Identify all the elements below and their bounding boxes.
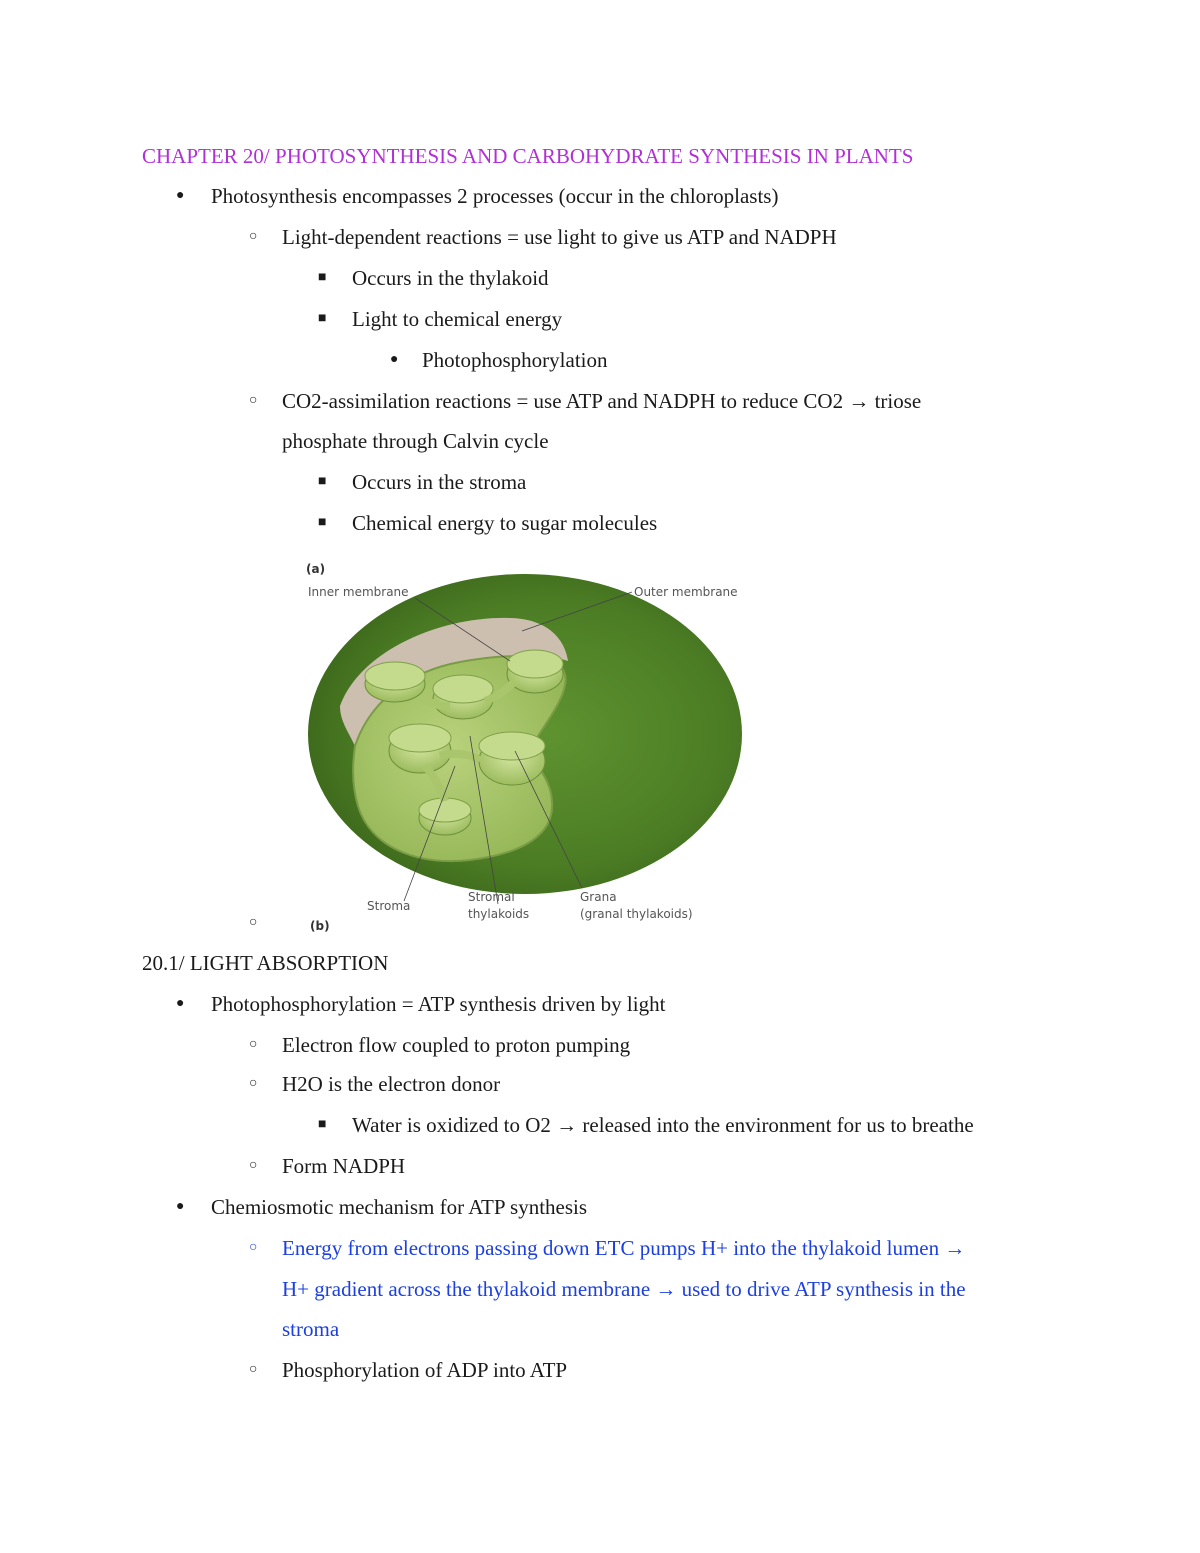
bullet-square: ■: [318, 311, 327, 326]
list-item: Occurs in the stroma: [352, 470, 527, 494]
bullet-circle: ○: [249, 1240, 258, 1255]
list-item: Photosynthesis encompasses 2 processes (occur in the chloroplasts): [211, 184, 779, 208]
chloroplast-figure: [300, 556, 750, 936]
stromal-thylakoids-label: Stromal: [468, 890, 515, 904]
bullet-circle: ○: [249, 1076, 258, 1091]
list-item: Electron flow coupled to proton pumping: [282, 1033, 631, 1057]
bullet-square: ■: [318, 515, 327, 530]
grana-label: Grana: [580, 890, 617, 904]
list-item: Light to chemical energy: [352, 307, 563, 331]
list-item: Occurs in the thylakoid: [352, 266, 549, 290]
list-item: Photophosphorylation: [422, 348, 608, 372]
list-item: Water is oxidized to O2 → released into the environment for us to breathe: [352, 1113, 974, 1137]
list-item: Phosphorylation of ADP into ATP: [282, 1358, 568, 1382]
bullet-circle: ○: [249, 915, 258, 930]
bullet-dot: ●: [176, 1199, 185, 1214]
bullet-circle: ○: [249, 393, 258, 408]
panel-a-label: (a): [306, 562, 326, 576]
stroma-label: Stroma: [367, 899, 411, 913]
list-item: Form NADPH: [282, 1154, 406, 1178]
chapter-title: CHAPTER 20/ PHOTOSYNTHESIS AND CARBOHYDRATE SYNTHESIS IN PLANTS: [142, 144, 914, 168]
panel-b-label: (b): [310, 919, 330, 933]
bullet-circle: ○: [249, 1158, 258, 1173]
bullet-circle: ○: [249, 229, 258, 244]
section-title: 20.1/ LIGHT ABSORPTION: [142, 951, 389, 975]
list-item-continuation: phosphate through Calvin cycle: [282, 429, 549, 453]
list-item: H2O is the electron donor: [282, 1072, 501, 1096]
bullet-square: ■: [318, 270, 327, 285]
bullet-dot: ●: [176, 996, 185, 1011]
list-item-continuation: H+ gradient across the thylakoid membrane → used to drive ATP synthesis in the: [282, 1277, 966, 1301]
list-item: Photophosphorylation = ATP synthesis driven by light: [211, 992, 666, 1016]
bullet-square: ■: [318, 474, 327, 489]
list-item-continuation: stroma: [282, 1317, 340, 1341]
list-item: Chemiosmotic mechanism for ATP synthesis: [211, 1195, 588, 1219]
bullet-dot: ●: [176, 188, 185, 203]
bullet-square: ■: [318, 1117, 327, 1132]
list-item: Chemical energy to sugar molecules: [352, 511, 658, 535]
outer-membrane-label: Outer membrane: [634, 585, 738, 599]
list-item: Energy from electrons passing down ETC pumps H+ into the thylakoid lumen →: [282, 1236, 966, 1260]
list-item: Light-dependent reactions = use light to give us ATP and NADPH: [282, 225, 837, 249]
bullet-circle: ○: [249, 1362, 258, 1377]
bullet-dot: ●: [390, 352, 399, 367]
grana-label-line2: (granal thylakoids): [580, 907, 693, 921]
stromal-thylakoids-label-line2: thylakoids: [468, 907, 530, 921]
inner-membrane-label: Inner membrane: [308, 585, 409, 599]
bullet-circle: ○: [249, 1037, 258, 1052]
list-item: CO2-assimilation reactions = use ATP and NADPH to reduce CO2 → triose: [282, 389, 922, 413]
